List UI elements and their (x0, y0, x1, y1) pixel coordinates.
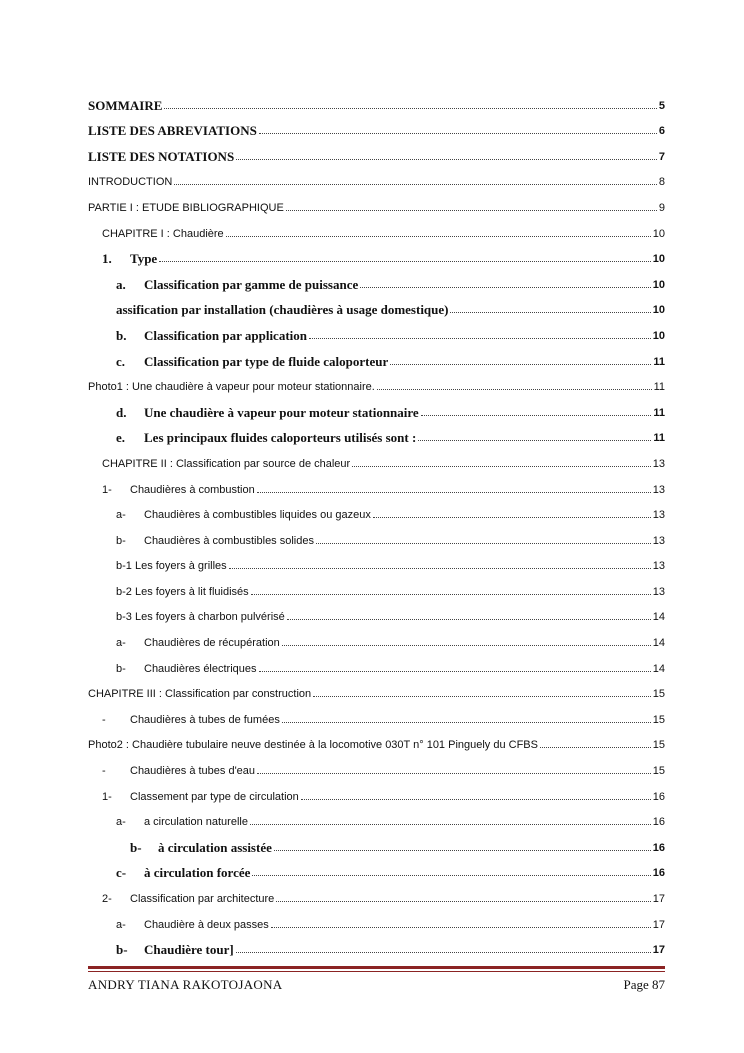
toc-entry[interactable] (88, 497, 665, 523)
toc-entry-title: Classement par type de circulation (130, 790, 299, 803)
toc-dot-leader (286, 210, 657, 211)
toc-entry-number: 1. (102, 251, 112, 267)
toc-entry-number: b- (116, 942, 128, 958)
footer-rule-thin (88, 971, 665, 972)
toc-entry-title: à circulation forcée (144, 865, 251, 881)
toc-entry-page: 13 (652, 509, 665, 522)
toc-entry-page: 13 (652, 534, 665, 547)
toc-entry[interactable] (88, 778, 665, 804)
toc-entry[interactable] (88, 266, 665, 292)
toc-entry[interactable] (88, 189, 665, 215)
toc-dot-leader (287, 619, 651, 620)
toc-entry-number: 1- (102, 483, 112, 496)
toc-entry[interactable] (88, 292, 665, 318)
toc-entry-number: d. (116, 404, 127, 420)
toc-entry-title: Les principaux fluides caloporteurs utilisés sont : (144, 430, 417, 446)
toc-dot-leader (352, 466, 651, 467)
toc-entry-page: 10 (652, 304, 665, 317)
toc-entry-title: CHAPITRE III : Classification par construction (88, 688, 312, 701)
toc-dot-leader (250, 824, 651, 825)
toc-entry-number: c- (116, 865, 127, 881)
toc-entry-page: 10 (652, 253, 665, 266)
toc-entry[interactable] (88, 113, 665, 139)
toc-entry[interactable] (88, 752, 665, 778)
toc-entry-number: a- (116, 918, 126, 931)
toc-entry-number: 2- (102, 893, 112, 905)
toc-entry[interactable] (88, 343, 665, 369)
toc-entry[interactable] (88, 804, 665, 830)
toc-dot-leader (257, 492, 651, 493)
toc-entry-title: Classification par architecture (130, 893, 275, 905)
toc-entry-title: Chaudière tour] (144, 942, 234, 958)
toc-entry-number: - (102, 713, 106, 726)
toc-dot-leader (164, 108, 656, 109)
toc-entry-title: Classification par gamme de puissance (144, 276, 359, 292)
toc-entry-number: b- (116, 662, 126, 675)
toc-entry-page: 10 (652, 329, 665, 342)
toc-entry-title: b-1 Les foyers à grilles (116, 560, 227, 573)
toc-entry-number: e. (116, 430, 126, 446)
toc-entry-page: 17 (652, 944, 665, 957)
toc-entry[interactable] (88, 727, 665, 753)
toc-entry-page: 15 (652, 713, 665, 726)
footer-rule-thick (88, 966, 665, 969)
toc-entry[interactable] (88, 676, 665, 702)
toc-entry[interactable] (88, 215, 665, 241)
toc-entry[interactable] (88, 317, 665, 343)
toc-entry-number: a- (116, 509, 126, 522)
toc-entry-page: 16 (652, 816, 665, 829)
toc-entry-title: Chaudières à tubes de fumées (130, 713, 280, 726)
toc-entry[interactable] (88, 369, 665, 395)
toc-entry-title: Chaudières de récupération (144, 637, 280, 650)
toc-entry[interactable] (88, 624, 665, 650)
toc-entry[interactable] (88, 701, 665, 727)
toc-entry-page: 13 (652, 483, 665, 496)
footer-page-number: Page 87 (623, 977, 665, 992)
toc-entry-title: Chaudières à combustibles liquides ou gazeux (144, 509, 371, 522)
toc-entry-number: a- (116, 816, 126, 829)
toc-dot-leader (360, 287, 650, 288)
toc-dot-leader (309, 338, 651, 339)
toc-entry-title: Chaudières à combustion (130, 483, 255, 496)
toc-entry-page: 14 (652, 611, 665, 624)
toc-entry[interactable] (88, 471, 665, 497)
toc-entry[interactable] (88, 855, 665, 881)
toc-entry-title: Chaudières électriques (144, 662, 257, 675)
toc-entry-page: 9 (658, 201, 665, 214)
toc-dot-leader (313, 696, 651, 697)
toc-entry[interactable] (88, 932, 665, 958)
toc-entry[interactable] (88, 573, 665, 599)
toc-dot-leader (373, 517, 651, 518)
toc-entry[interactable] (88, 87, 665, 113)
toc-entry-title: Chaudières à combustibles solides (144, 534, 314, 547)
toc-dot-leader (226, 236, 651, 237)
toc-dot-leader (540, 747, 651, 748)
toc-entry-title: SOMMAIRE (88, 97, 163, 113)
toc-entry-title: PARTIE I : ETUDE BIBLIOGRAPHIQUE (88, 201, 284, 214)
toc-entry-page: 11 (653, 381, 665, 394)
table-of-contents (88, 87, 665, 957)
toc-entry-title: INTRODUCTION (88, 176, 173, 189)
toc-dot-leader (236, 159, 657, 160)
toc-entry[interactable] (88, 522, 665, 548)
toc-entry[interactable] (88, 548, 665, 574)
toc-dot-leader (421, 415, 652, 416)
toc-entry-title: b-2 Les foyers à lit fluidisés (116, 585, 249, 598)
toc-dot-leader (259, 133, 657, 134)
toc-entry-page: 6 (658, 125, 665, 138)
toc-entry-title: Type (130, 251, 158, 267)
toc-dot-leader (418, 440, 651, 441)
toc-entry[interactable] (88, 880, 665, 906)
toc-entry[interactable] (88, 138, 665, 164)
toc-entry-title: Photo2 : Chaudière tubulaire neuve destinée à la locomotive 030T n° 101 Pinguely du CFBS (88, 739, 538, 752)
toc-entry-page: 17 (652, 918, 665, 931)
toc-dot-leader (282, 722, 651, 723)
toc-entry-number: a- (116, 637, 126, 650)
toc-entry-page: 15 (652, 739, 665, 752)
toc-entry-title: LISTE DES NOTATIONS (88, 148, 235, 164)
toc-dot-leader (390, 364, 651, 365)
toc-entry-page: 14 (652, 662, 665, 675)
toc-entry-page: 16 (652, 790, 665, 803)
toc-entry[interactable] (88, 164, 665, 190)
toc-entry-number: b. (116, 327, 127, 343)
toc-entry-number: c. (116, 353, 126, 369)
toc-dot-leader (450, 312, 650, 313)
toc-dot-leader (271, 927, 651, 928)
toc-entry[interactable] (88, 829, 665, 855)
toc-dot-leader (274, 850, 651, 851)
toc-dot-leader (159, 261, 651, 262)
toc-entry-title: a circulation naturelle (144, 816, 248, 829)
toc-dot-leader (301, 799, 651, 800)
toc-dot-leader (236, 952, 651, 953)
toc-entry-page: 14 (652, 637, 665, 650)
toc-dot-leader (252, 875, 650, 876)
toc-dot-leader (259, 671, 651, 672)
toc-entry-page: 13 (652, 585, 665, 598)
toc-entry-title: Classification par application (144, 327, 308, 343)
toc-entry[interactable] (88, 599, 665, 625)
toc-dot-leader (276, 901, 650, 902)
toc-dot-leader (316, 543, 651, 544)
toc-dot-leader (377, 389, 652, 390)
toc-entry[interactable] (88, 420, 665, 446)
toc-entry-page: 11 (653, 406, 665, 419)
toc-entry-title: Une chaudière à vapeur pour moteur stationnaire (144, 404, 419, 420)
toc-entry[interactable] (88, 906, 665, 932)
toc-entry-page: 13 (652, 560, 665, 573)
toc-entry-title: Chaudières à tubes d'eau (130, 765, 256, 778)
toc-entry-number: b- (116, 534, 126, 547)
toc-entry[interactable] (88, 445, 665, 471)
toc-entry-title: assification par installation (chaudières à usage domestique) (116, 302, 449, 318)
toc-entry-number: 1- (102, 790, 112, 803)
toc-entry-page: 15 (652, 765, 665, 778)
toc-dot-leader (282, 645, 651, 646)
toc-entry-title: Photo1 : Une chaudière à vapeur pour moteur stationnaire. (88, 381, 375, 394)
toc-entry-title: LISTE DES ABREVIATIONS (88, 123, 257, 139)
toc-entry[interactable] (88, 241, 665, 267)
toc-entry-page: 17 (652, 893, 665, 905)
toc-entry-page: 16 (652, 841, 665, 854)
toc-entry-number: b- (130, 839, 142, 855)
toc-entry-title: CHAPITRE I : Chaudière (102, 227, 224, 240)
toc-entry-page: 7 (658, 150, 665, 163)
toc-entry-page: 10 (652, 227, 665, 240)
toc-entry-title: CHAPITRE II : Classification par source de chaleur (102, 457, 351, 470)
toc-entry[interactable] (88, 650, 665, 676)
toc-dot-leader (229, 568, 651, 569)
toc-entry-page: 11 (653, 355, 665, 368)
toc-entry-title: Chaudière à deux passes (144, 918, 269, 931)
toc-dot-leader (174, 184, 657, 185)
toc-entry-page: 16 (652, 867, 665, 880)
footer-author: ANDRY TIANA RAKOTOJAONA (88, 977, 283, 992)
toc-entry-number: a. (116, 276, 126, 292)
toc-entry-page: 5 (658, 99, 665, 112)
toc-entry-page: 15 (652, 688, 665, 701)
toc-entry-title: Classification par type de fluide caloporteur (144, 353, 389, 369)
toc-entry-page: 10 (652, 278, 665, 291)
toc-entry[interactable] (88, 394, 665, 420)
toc-dot-leader (257, 773, 651, 774)
toc-entry-page: 11 (653, 432, 665, 445)
toc-entry-page: 8 (658, 176, 665, 189)
toc-dot-leader (251, 594, 651, 595)
toc-entry-number: - (102, 765, 106, 778)
toc-entry-title: b-3 Les foyers à charbon pulvérisé (116, 611, 285, 624)
toc-entry-page: 13 (652, 457, 665, 470)
toc-entry-title: à circulation assistée (158, 839, 272, 855)
